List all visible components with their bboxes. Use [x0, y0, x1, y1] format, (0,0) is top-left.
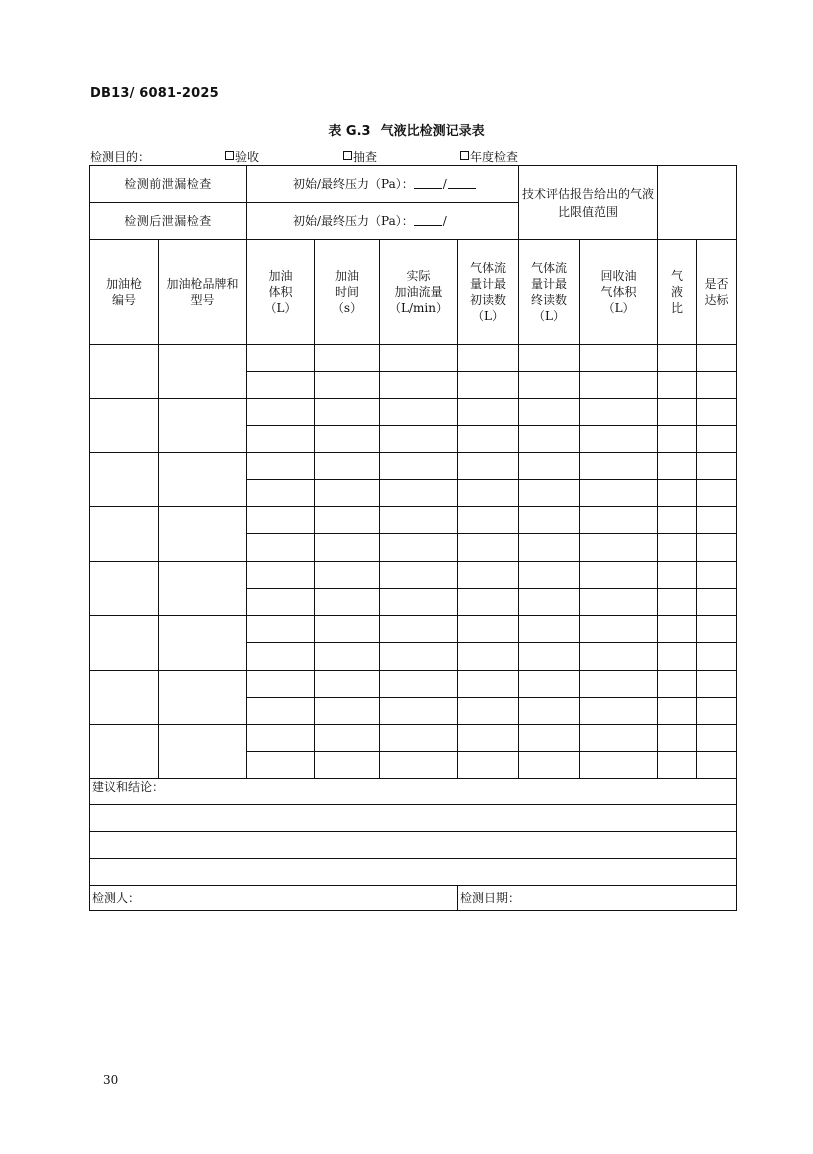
conclusion-line: [90, 859, 737, 886]
measurement-cell[interactable]: [519, 372, 580, 399]
measurement-cell[interactable]: [580, 643, 658, 671]
measurement-cell[interactable]: [580, 698, 658, 725]
record-table: [89, 165, 737, 911]
measurement-cell[interactable]: [519, 698, 580, 725]
inspection-purpose: [0, 148, 813, 166]
measurement-cell[interactable]: [580, 426, 658, 453]
measurement-cell[interactable]: [580, 399, 658, 426]
initial-pressure-blank[interactable]: [414, 214, 442, 226]
page-number: 30: [103, 1073, 119, 1087]
measurement-cell[interactable]: [697, 426, 737, 453]
measurement-cell[interactable]: [315, 589, 380, 616]
measurement-cell[interactable]: [658, 372, 697, 399]
measurement-cell[interactable]: [458, 698, 519, 725]
leak-check-after-label: 检测后泄漏检查: [90, 203, 247, 240]
initial-pressure-blank[interactable]: [414, 177, 442, 189]
measurement-cell[interactable]: [658, 534, 697, 562]
nozzle-number-cell[interactable]: [90, 616, 159, 671]
measurement-cell[interactable]: [580, 507, 658, 534]
checkbox-icon[interactable]: [343, 151, 352, 160]
measurement-cell[interactable]: [380, 562, 458, 589]
measurement-cell[interactable]: [697, 643, 737, 671]
measurement-cell[interactable]: [697, 345, 737, 372]
measurement-cell[interactable]: [458, 399, 519, 426]
measurement-cell[interactable]: [519, 426, 580, 453]
measurement-cell[interactable]: [247, 725, 315, 752]
final-pressure-blank[interactable]: [448, 177, 476, 189]
measurement-cell[interactable]: [247, 372, 315, 399]
pressure-after-field[interactable]: [247, 203, 519, 240]
measurement-cell[interactable]: [247, 698, 315, 725]
measurement-cell[interactable]: [315, 671, 380, 698]
conclusion-row: [90, 779, 737, 805]
measurement-cell[interactable]: [519, 453, 580, 480]
measurement-cell[interactable]: [580, 534, 658, 562]
measurement-cell[interactable]: [519, 345, 580, 372]
measurement-cell[interactable]: [697, 480, 737, 507]
col-gas-meter-initial: 气体流 量计最 初读数 （L）: [458, 240, 519, 345]
measurement-cell[interactable]: [380, 453, 458, 480]
nozzle-brand-cell[interactable]: [159, 453, 247, 507]
measurement-cell[interactable]: [380, 426, 458, 453]
measurement-cell[interactable]: [658, 507, 697, 534]
measurement-cell[interactable]: [580, 345, 658, 372]
measurement-cell[interactable]: [697, 589, 737, 616]
measurement-cell[interactable]: [658, 453, 697, 480]
measurement-cell[interactable]: [458, 725, 519, 752]
measurement-cell[interactable]: [380, 698, 458, 725]
measurement-cell[interactable]: [580, 616, 658, 643]
col-al-ratio: 气 液 比: [658, 240, 697, 345]
measurement-cell[interactable]: [458, 643, 519, 671]
measurement-cell[interactable]: [519, 399, 580, 426]
measurement-cell[interactable]: [519, 507, 580, 534]
pressure-before-field[interactable]: [247, 166, 519, 203]
measurement-cell[interactable]: [247, 589, 315, 616]
footer-row: [90, 886, 737, 911]
measurement-cell[interactable]: [247, 534, 315, 562]
purpose-option-spot-check[interactable]: [343, 148, 378, 164]
checkbox-icon[interactable]: [460, 151, 469, 160]
nozzle-brand-cell[interactable]: [159, 507, 247, 562]
measurement-cell[interactable]: [697, 562, 737, 589]
measurement-cell[interactable]: [658, 345, 697, 372]
measurement-cell[interactable]: [697, 507, 737, 534]
measurement-cell[interactable]: [247, 507, 315, 534]
inspector-label: 检测人：: [92, 891, 141, 905]
measurement-cell[interactable]: [315, 399, 380, 426]
measurement-cell[interactable]: [380, 480, 458, 507]
measurement-cell[interactable]: [519, 589, 580, 616]
measurement-cell[interactable]: [380, 671, 458, 698]
measurement-cell[interactable]: [247, 399, 315, 426]
measurement-cell[interactable]: [658, 562, 697, 589]
inspection-date-label: 检测日期：: [460, 891, 521, 905]
measurement-cell[interactable]: [697, 725, 737, 752]
measurement-cell[interactable]: [247, 453, 315, 480]
leak-check-before-row: [90, 166, 737, 203]
nozzle-number-cell[interactable]: [90, 345, 159, 399]
measurement-cell[interactable]: [380, 643, 458, 671]
measurement-cell[interactable]: [697, 453, 737, 480]
purpose-option-annual[interactable]: [460, 148, 519, 164]
measurement-cell[interactable]: [380, 534, 458, 562]
nozzle-number-cell[interactable]: [90, 453, 159, 507]
measurement-cell[interactable]: [380, 399, 458, 426]
measurement-cell[interactable]: [697, 372, 737, 399]
measurement-cell[interactable]: [697, 616, 737, 643]
measurement-cell[interactable]: [380, 589, 458, 616]
measurement-cell[interactable]: [315, 345, 380, 372]
measurement-cell[interactable]: [315, 534, 380, 562]
nozzle-number-cell[interactable]: [90, 725, 159, 779]
measurement-row: [90, 453, 737, 480]
measurement-cell[interactable]: [458, 345, 519, 372]
nozzle-number-cell[interactable]: [90, 399, 159, 453]
measurement-cell[interactable]: [458, 589, 519, 616]
conclusion-line: [90, 832, 737, 859]
pressure-slash: /: [442, 214, 447, 228]
measurement-cell[interactable]: [458, 507, 519, 534]
col-fuel-volume: 加油 体积 （L）: [247, 240, 315, 345]
conclusion-input[interactable]: [90, 832, 737, 859]
measurement-row: [90, 345, 737, 372]
leak-check-before-label: 检测前泄漏检查: [90, 166, 247, 203]
measurement-cell[interactable]: [658, 426, 697, 453]
col-actual-flow: 实际 加油流量 （L/min）: [380, 240, 458, 345]
measurement-cell[interactable]: [380, 725, 458, 752]
measurement-row: [90, 671, 737, 698]
measurement-cell[interactable]: [315, 752, 380, 779]
conclusion-input[interactable]: [90, 805, 737, 832]
purpose-option-acceptance[interactable]: [225, 148, 260, 164]
conclusion-input[interactable]: [90, 859, 737, 886]
measurement-cell[interactable]: [580, 671, 658, 698]
limit-range-label: 技术评估报告给出的气液比限值范围: [519, 166, 658, 240]
conclusion-label: 建议和结论：: [90, 779, 737, 805]
measurement-cell[interactable]: [247, 752, 315, 779]
measurement-cell[interactable]: [519, 562, 580, 589]
nozzle-brand-cell[interactable]: [159, 616, 247, 671]
measurement-cell[interactable]: [519, 534, 580, 562]
measurement-cell[interactable]: [458, 480, 519, 507]
measurement-cell[interactable]: [458, 453, 519, 480]
pressure-label: 初始/最终压力（Pa）：: [293, 177, 414, 191]
measurement-cell[interactable]: [315, 562, 380, 589]
purpose-option-label: 抽查: [353, 150, 378, 164]
measurement-cell[interactable]: [380, 372, 458, 399]
measurement-cell[interactable]: [315, 698, 380, 725]
nozzle-number-cell[interactable]: [90, 507, 159, 562]
nozzle-brand-cell[interactable]: [159, 671, 247, 725]
conclusion-line: [90, 805, 737, 832]
col-compliant: 是否 达标: [697, 240, 737, 345]
limit-range-value-cell[interactable]: [658, 166, 737, 240]
purpose-option-label: 验收: [235, 150, 260, 164]
purpose-option-label: 年度检查: [470, 150, 519, 164]
nozzle-brand-cell[interactable]: [159, 399, 247, 453]
measurement-cell[interactable]: [580, 480, 658, 507]
measurement-cell[interactable]: [519, 616, 580, 643]
checkbox-icon[interactable]: [225, 151, 234, 160]
measurement-cell[interactable]: [315, 453, 380, 480]
measurement-cell[interactable]: [658, 725, 697, 752]
measurement-cell[interactable]: [519, 752, 580, 779]
measurement-cell[interactable]: [247, 643, 315, 671]
nozzle-brand-cell[interactable]: [159, 345, 247, 399]
measurement-cell[interactable]: [697, 399, 737, 426]
nozzle-number-cell[interactable]: [90, 671, 159, 725]
measurement-cell[interactable]: [458, 671, 519, 698]
measurement-cell[interactable]: [458, 616, 519, 643]
measurement-cell[interactable]: [658, 698, 697, 725]
measurement-cell[interactable]: [380, 752, 458, 779]
measurement-cell[interactable]: [315, 616, 380, 643]
measurement-cell[interactable]: [519, 725, 580, 752]
measurement-cell[interactable]: [658, 752, 697, 779]
col-gas-meter-final: 气体流 量计最 终读数 （L）: [519, 240, 580, 345]
measurement-cell[interactable]: [247, 345, 315, 372]
table-title: [0, 120, 813, 139]
nozzle-number-cell[interactable]: [90, 562, 159, 616]
measurement-cell[interactable]: [458, 426, 519, 453]
measurement-cell[interactable]: [315, 725, 380, 752]
nozzle-brand-cell[interactable]: [159, 562, 247, 616]
measurement-row: [90, 725, 737, 752]
measurement-cell[interactable]: [658, 589, 697, 616]
measurement-cell[interactable]: [519, 671, 580, 698]
measurement-cell[interactable]: [697, 698, 737, 725]
pressure-label: 初始/最终压力（Pa）：: [293, 214, 414, 228]
measurement-cell[interactable]: [247, 562, 315, 589]
measurement-cell[interactable]: [519, 480, 580, 507]
data-rows: [90, 345, 737, 779]
measurement-cell[interactable]: [697, 534, 737, 562]
measurement-row: [90, 399, 737, 426]
measurement-cell[interactable]: [315, 426, 380, 453]
column-header-row: [90, 240, 737, 345]
measurement-cell[interactable]: [315, 643, 380, 671]
measurement-cell[interactable]: [458, 562, 519, 589]
measurement-cell[interactable]: [519, 643, 580, 671]
table-name: 气液比检测记录表: [380, 124, 485, 139]
measurement-cell[interactable]: [380, 345, 458, 372]
inspector-cell[interactable]: [90, 886, 458, 911]
inspection-date-cell[interactable]: [458, 886, 737, 911]
measurement-row: [90, 562, 737, 589]
measurement-cell[interactable]: [580, 562, 658, 589]
measurement-cell[interactable]: [658, 643, 697, 671]
measurement-cell[interactable]: [658, 616, 697, 643]
measurement-cell[interactable]: [580, 725, 658, 752]
col-nozzle-brand-model: 加油枪品牌和 型号: [159, 240, 247, 345]
measurement-row: [90, 616, 737, 643]
measurement-cell[interactable]: [580, 589, 658, 616]
measurement-cell[interactable]: [315, 372, 380, 399]
table-number: 表 G.3: [328, 124, 371, 139]
measurement-cell[interactable]: [458, 752, 519, 779]
document-id: DB13/ 6081-2025: [90, 86, 219, 101]
col-recovered-vapor: 回收油 气体积 （L）: [580, 240, 658, 345]
measurement-cell[interactable]: [315, 480, 380, 507]
measurement-cell[interactable]: [247, 671, 315, 698]
measurement-cell[interactable]: [380, 616, 458, 643]
measurement-cell[interactable]: [580, 453, 658, 480]
measurement-cell[interactable]: [658, 671, 697, 698]
purpose-label: 检测目的：: [90, 150, 151, 164]
measurement-cell[interactable]: [658, 480, 697, 507]
measurement-cell[interactable]: [580, 752, 658, 779]
measurement-cell[interactable]: [697, 752, 737, 779]
measurement-cell[interactable]: [658, 399, 697, 426]
col-fuel-time: 加油 时间 （s）: [315, 240, 380, 345]
measurement-cell[interactable]: [247, 426, 315, 453]
measurement-cell[interactable]: [380, 507, 458, 534]
measurement-cell[interactable]: [580, 372, 658, 399]
col-nozzle-number: 加油枪 编号: [90, 240, 159, 345]
measurement-cell[interactable]: [458, 534, 519, 562]
measurement-cell[interactable]: [247, 480, 315, 507]
measurement-cell[interactable]: [697, 671, 737, 698]
nozzle-brand-cell[interactable]: [159, 725, 247, 779]
measurement-cell[interactable]: [315, 507, 380, 534]
measurement-cell[interactable]: [247, 616, 315, 643]
pressure-slash: /: [442, 177, 447, 191]
measurement-cell[interactable]: [458, 372, 519, 399]
measurement-row: [90, 507, 737, 534]
